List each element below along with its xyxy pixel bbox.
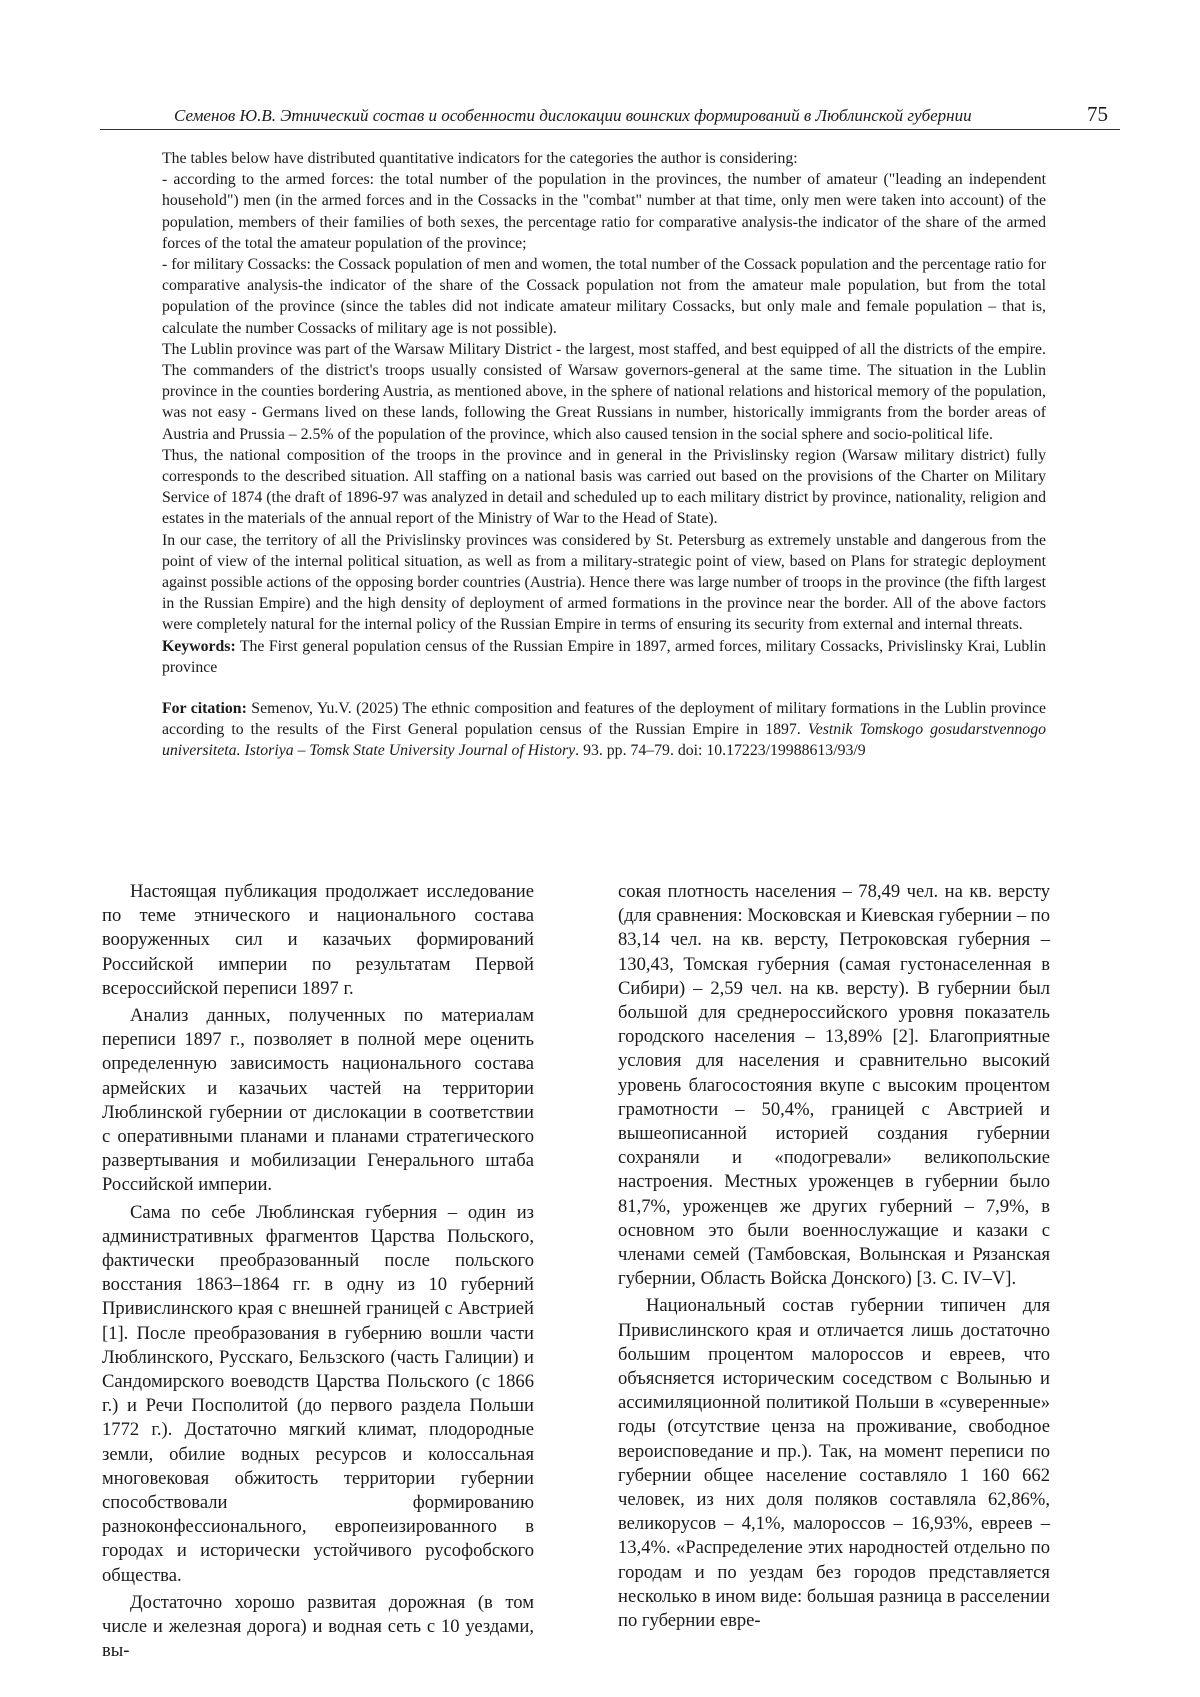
running-header bbox=[100, 104, 1120, 130]
abstract-paragraph: - according to the armed forces: the total number of the population in the provinces, the number of amateur ("leading an independent household") men (in the armed forces and in the Cossacks in the "combat" number at that time, only men were taken into account) of the population, members of their families of both sexes, the percentage ratio for comparative analysis-the indicator of the share of the armed forces of the total the amateur population of the province; bbox=[162, 171, 1046, 252]
body-paragraph: Сама по себе Люблинская губерния – один из административных фрагментов Царства Польского, фактически преобразованный после польского восстания 1863–1864 гг. в одну из 10 губерний Привислинского края с внешней границей с Австрией [1]. После преобразования в губернию вошли части Люблинского, Русскаго, Бельзского (часть Галиции) и Сандомирского воеводств Царства Польского (с 1866 г.) и Речи Посполитой (до первого раздела Польши 1772 г.). Достаточно мягкий климат, плодородные земли, обилие водных ресурсов и колоссальная многовековая обжитость территории губернии способствовали формированию разноконфессионального, европеизированного в городах и исторически устойчивого русофобского общества. bbox=[102, 1201, 534, 1586]
abstract-paragraph: Thus, the national composition of the troops in the province and in general in the Privislinsky region (Warsaw military district) fully corresponds to the described situation. All staffing on a national basis was carried out based on the provisions of the Charter on Military Service of 1874 (the draft of 1896-97 was analyzed in detail and scheduled up to each military district by province, nationality, religion and estates in the materials of the annual report of the Ministry of War to the Head of State). bbox=[162, 446, 1046, 528]
keywords-label: Keywords: bbox=[162, 637, 236, 655]
citation-label: For citation: bbox=[162, 700, 247, 718]
running-title: Семенов Ю.В. Этнический состав и особенности дислокации воинских формирований в Люблинской губернии bbox=[174, 106, 972, 125]
body-left-column bbox=[102, 880, 534, 1664]
body-right-column bbox=[618, 880, 1050, 1633]
abstract-paragraph: - for military Cossacks: the Cossack population of men and women, the total number of the Cossack population and the percentage ratio for comparative analysis-the indicator of the share of the Cossack population not from the amateur male population, but from the total population of the province (since the tables did not indicate amateur military Cossacks, but only male and female population – that is, calculate the number Cossacks of military age is not possible). bbox=[162, 256, 1046, 337]
keywords bbox=[162, 636, 1046, 678]
body-paragraph: Анализ данных, полученных по материалам переписи 1897 г., позволяет в полной мере оценить определенную зависимость национального состава армейских и казачьих частей на территории Люблинской губернии от дислокации в соответствии с оперативными планами и планами стратегического развертывания и мобилизации Генерального штаба Российской империи. bbox=[102, 1005, 534, 1196]
abstract-paragraph: In our case, the territory of all the Privislinsky provinces was considered by St. Petersburg as extremely unstable and dangerous from the point of view of the internal political situation, as well as from a military-strategic point of view, based on Plans for strategic deployment against possible actions of the opposing border countries (Austria). Hence there was large number of troops in the province (the fifth largest in the Russian Empire) and the high density of deployment of armed formations in the province near the border. All of the above factors were completely natural for the internal policy of the Russian Empire in terms of ensuring its security from external and internal threats. bbox=[162, 531, 1046, 634]
citation-text: Semenov, Yu.V. (2025) The ethnic composition and features of the deployment of military formations in the Lublin province according to the results of the First General population census of the Russian Empire in 1897. bbox=[162, 700, 1046, 739]
english-abstract bbox=[162, 148, 1046, 762]
citation bbox=[162, 698, 1046, 762]
citation-tail: . 93. pp. 74–79. doi: 10.17223/19988613/93/9 bbox=[575, 742, 866, 760]
body-paragraph: Достаточно хорошо развитая дорожная (в том числе и железная дорога) и водная сеть с 10 уездами, вы- bbox=[102, 1591, 534, 1662]
page-number: 75 bbox=[1087, 102, 1108, 126]
keywords-text: The First general population census of the Russian Empire in 1897, armed forces, military Cossacks, Privislinsky Krai, Lublin province bbox=[162, 637, 1046, 676]
abstract-paragraph: The Lublin province was part of the Warsaw Military District - the largest, most staffed, and best equipped of all the districts of the empire. The commanders of the district's troops usually consisted of Warsaw governors-general at the same time. The situation in the Lublin province in the counties bordering Austria, as mentioned above, in the sphere of national relations and historical memory of the population, was not easy - Germans lived on these lands, following the Great Russians in number, historically immigrants from the border areas of Austria and Prussia – 2.5% of the population of the province, which also caused tension in the social sphere and socio-political life. bbox=[162, 340, 1046, 443]
header-rule bbox=[100, 129, 1120, 130]
body-paragraph: сокая плотность населения – 78,49 чел. на кв. версту (для сравнения: Московская и Киевская губернии – по 83,14 чел. на кв. версту, Петроковская губерния – 130,43, Томская губерния (самая густонаселенная в Сибири) – 2,59 чел. на кв. версту). В губернии был большой для среднероссийского уровня показатель городского населения – 13,89% [2]. Благоприятные условия для населения и сравнительно высокий уровень благосостояния вкупе с высоким процентом грамотности – 50,4%, границей с Австрией и вышеописанной историей создания губернии сохраняли и «подогревали» великопольские настроения. Местных уроженцев в губернии было 81,7%, уроженцев же других губерний – 7,9%, в основном это были военнослужащие и казаки с членами семей (Тамбовская, Волынская и Рязанская губернии, Область Войска Донского) [3. С. IV–V]. bbox=[618, 881, 1050, 1290]
citation-journal: Vestnik Tomskogo gosudarstvennogo universiteta. Istoriya – Tomsk State University Journal of History bbox=[162, 721, 1046, 760]
body-paragraph: Настоящая публикация продолжает исследование по теме этнического и национального состава вооруженных сил и казачьих формирований Российской империи по результатам Первой всероссийской переписи 1897 г. bbox=[102, 881, 534, 999]
body-paragraph: Национальный состав губернии типичен для Привислинского края и отличается лишь достаточно большим процентом малороссов и евреев, что объясняется историческим соседством с Волынью и ассимиляционной политикой Польши в «суверенные» годы (отсутствие ценза на проживание, свободное вероисповедание и пр.). Так, на момент переписи по губернии общее население составляло 1 160 662 человек, из них доля поляков составляла 62,86%, великорусов – 4,1%, малороссов – 16,93%, евреев – 13,4%. «Распределение этих народностей отдельно по городам и по уездам без городов представляется несколько в ином виде: большая разница в расселении по губернии евре- bbox=[618, 1295, 1050, 1632]
abstract-paragraph: The tables below have distributed quantitative indicators for the categories the author is considering: bbox=[162, 150, 798, 167]
